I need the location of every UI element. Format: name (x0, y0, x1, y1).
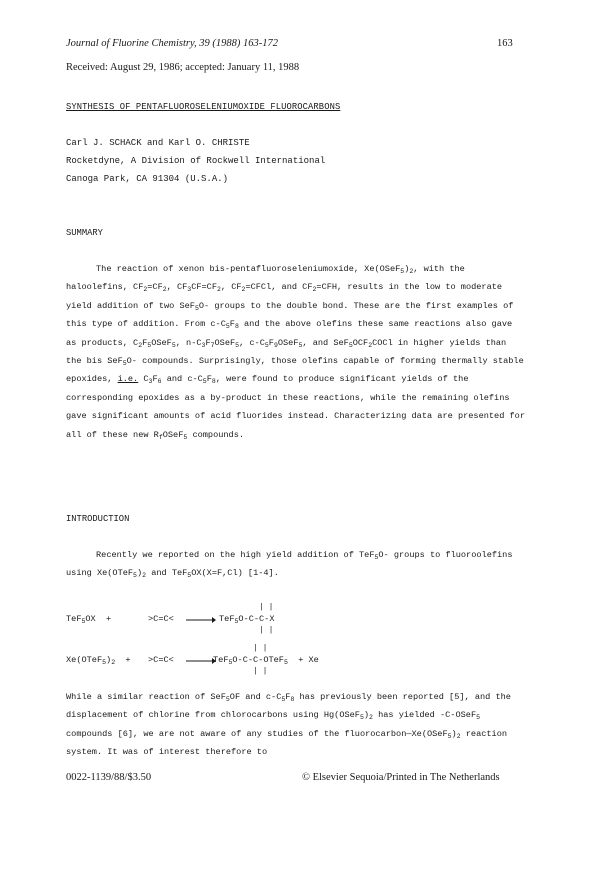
page-number: 163 (497, 38, 513, 49)
scheme-bond-ticks-bottom-1: | | (259, 626, 274, 635)
reaction-arrow-1 (186, 614, 216, 626)
journal-citation: Journal of Fluorine Chemistry, 39 (1988) 163-172 (66, 38, 279, 49)
scheme-bond-ticks-top-1: | | (259, 603, 274, 612)
introduction-heading: INTRODUCTION (66, 514, 130, 524)
affiliation-line-2: Canoga Park, CA 91304 (U.S.A.) (66, 174, 229, 184)
scheme-bond-ticks-top-2: | | (253, 644, 268, 653)
paper-title: SYNTHESIS OF PENTAFLUOROSELENIUMOXIDE FLUOROCARBONS (66, 102, 341, 112)
scheme-olefin-2: >C=C< (148, 655, 174, 665)
summary-heading: SUMMARY (66, 228, 103, 238)
reaction-arrow-2 (186, 655, 216, 667)
footer-publisher: © Elsevier Sequoia/Printed in The Netherlands (302, 772, 500, 783)
introduction-paragraph-1: Recently we reported on the high yield addition of TeF$_5$O- groups to fluoroolefins using $Xe(OTeF_5)_2$ and TeF$_5$OX(X=F,Cl) [1-4]. (66, 550, 513, 580)
authors: Carl J. SCHACK and Karl O. CHRISTE (66, 138, 250, 148)
scheme-olefin-1: >C=C< (148, 614, 174, 624)
scheme-product-2: TeF$_5$O-C-C-OTeF$_5$ + Xe (213, 655, 319, 666)
footer-code: 0022-1139/88/$3.50 (66, 772, 152, 783)
scheme-reactant-1: TeF$_5$OX + (66, 614, 112, 625)
scheme-product-1: TeF$_5$O-C-C-X (219, 614, 275, 625)
summary-paragraph: The reaction of xenon bis-pentafluoroseleniumoxide, $Xe(OSeF_5)_2$, with the haloolefins, $CF_2=CF_2$, $CF_3CF=CF_2$, $CF_2=CFCl$, and $CF_2=CFH$, results in the low to moderate yield addition of two SeF$_5$O- groups to the double bond. These are the first examples of this type of addition. From $c-C_5F_8$ and the above olefins these same reactions also gave as products, $C_2F_5OSeF_5$, $n-C_3F_7OSeF_5$, $c-C_5F_9OSeF_5$, and $SeF_5OCF_2COCl$ in higher yields than the bis SeF$_5$O- compounds. Surprisingly, those olefins capable of forming thermally stable epoxides, i.e. $C_3F_6$ and $c-C_5F_8$, were found to produce significant yields of the corresponding epoxides as a by-product in these reactions, while the remaining olefins gave significant amounts of acid fluorides instead. Characterizing data are presented for all of these new $R_fOSeF_5$ compounds. (66, 264, 525, 441)
introduction-paragraph-2: While a similar reaction of SeF$_5$OF and $c-C_5F_8$ has previously been reported [5], and the displacement of chlorine from chlorocarbons using $Hg(OSeF_5)_2$ has yielded -C-OSeF$_5$ compounds [6], we are not aware of any studies of the $fluorocarbon—Xe(OSeF_5)_2$ reaction system. It was of interest therefore to (66, 692, 511, 758)
scheme-reactant-2: $Xe(OTeF_5)_2$ + (66, 655, 131, 666)
scheme-bond-ticks-bottom-2: | | (253, 667, 268, 676)
affiliation-line-1: Rocketdyne, A Division of Rockwell International (66, 156, 326, 166)
received-dates: Received: August 29, 1986; accepted: January 11, 1988 (66, 62, 300, 73)
